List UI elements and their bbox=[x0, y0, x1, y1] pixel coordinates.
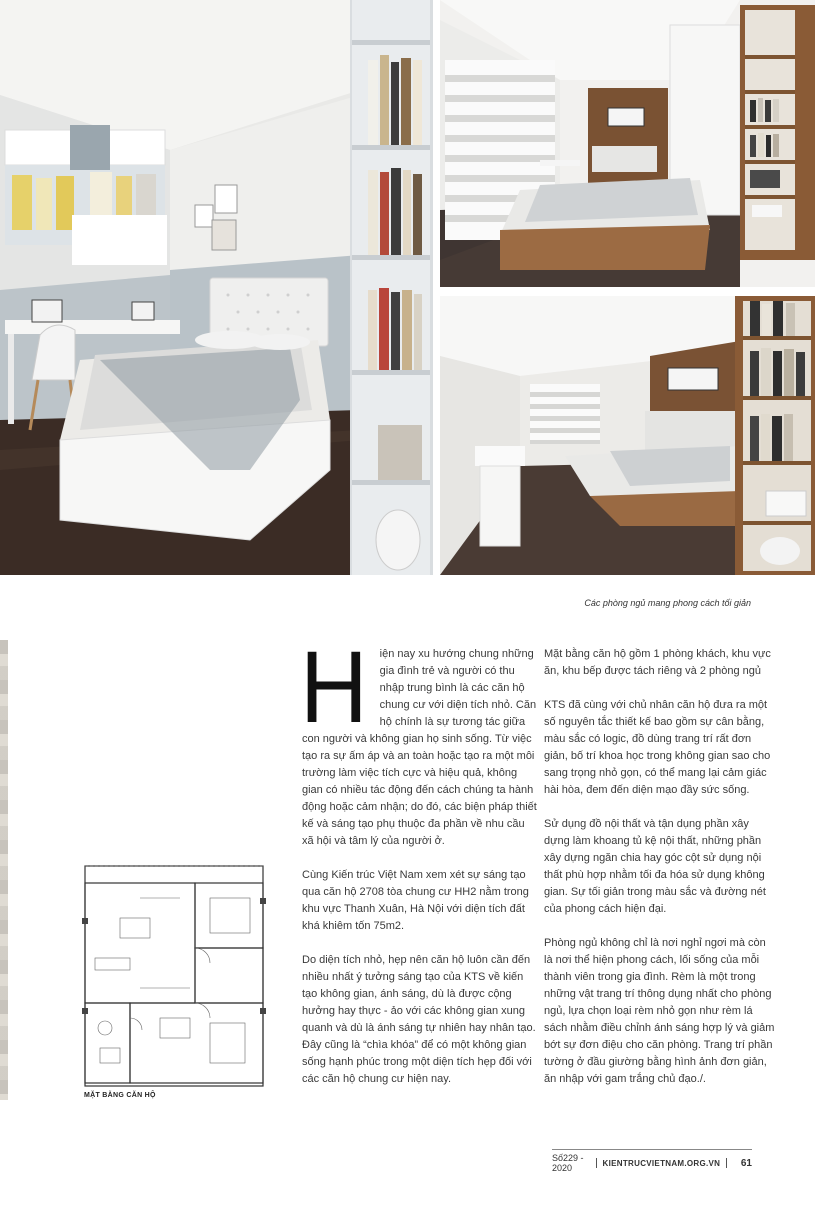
article-paragraph: Mặt bằng căn hộ gồm 1 phòng khách, khu vực ăn, khu bếp được tách riêng và 2 phòng ngủ bbox=[544, 648, 771, 677]
article-column-right bbox=[544, 646, 776, 1105]
bedroom-photo-top-right bbox=[440, 0, 815, 287]
page-number: 61 bbox=[740, 1157, 752, 1169]
adjacent-page-edge bbox=[0, 640, 8, 1100]
floor-plan-drawing bbox=[80, 858, 270, 1090]
drop-cap-letter: H bbox=[300, 630, 368, 744]
footer-divider bbox=[596, 1158, 597, 1168]
article-paragraph bbox=[300, 630, 538, 850]
bedroom-wood-wall-illustration bbox=[440, 0, 815, 287]
article-paragraph: Phòng ngủ không chỉ là nơi nghỉ ngơi mà còn là nơi thể hiện phong cách, lối sống của mỗi thành viên trong gia đình. Rèm là một trong những vật trang trí thông dụng nhất cho phòng ngủ, lựa chọn loại rèm nhỏ gọn như rèm lá sách nhằm điều chỉnh ánh sáng hợp lý và giảm bớt sự đơn điệu cho căn phòng. Trang trí phần tường ở đầu giường bằng hình ảnh đơn giản, ăn nhập với gam trắng chủ đạo./. bbox=[544, 937, 775, 1085]
article-paragraph: Sử dụng đồ nội thất và tận dụng phần xây dựng làm khoang tủ kệ nội thất, những phần xây dựng ngăn chia hay góc cột sử dụng nội thất phù hợp nhằm tối đa hóa sử dụng không gian. Sự tối giản trong màu sắc và đường nét của phong cách hiện đại. bbox=[544, 818, 766, 915]
paragraph-text: iện nay xu hướng chung những gia đình trẻ và người có thu nhập trung bình là các căn hộ chung cư với diện tích nhỏ. Căn hộ chính là sự tương tác giữa con người và không gian họ sinh sống. Từ việc tạo ra sự ấm áp và an toàn hoặc tạo ra một môi trường làm việc tích cực và hiệu quả, không gian có nhiều tác động đến cách chúng ta hành động hoặc cảm nhận; do đó, các biện pháp thiết kế và sáng tạo phụ thuộc đa phần về nhu cầu xã hội và tâm lý của người ở. bbox=[302, 648, 537, 847]
bedroom-photo-bottom-right bbox=[440, 296, 815, 575]
page-footer bbox=[552, 1149, 752, 1173]
article-column-left bbox=[300, 630, 538, 1105]
website-label: KIENTRUCVIETNAM.ORG.VN bbox=[602, 1158, 721, 1168]
footer-divider bbox=[726, 1158, 727, 1168]
article-paragraph: Cùng Kiến trúc Việt Nam xem xét sự sáng tạo qua căn hộ 2708 tòa chung cư HH2 nằm trong khu vực Thanh Xuân, Hà Nội với diện tích đất khá khiêm tốn 75m2. bbox=[302, 869, 529, 932]
bedroom-wood-headboard-illustration bbox=[440, 296, 815, 575]
issue-number: Số229 - 2020 bbox=[552, 1153, 584, 1173]
bedroom-white-bed-illustration bbox=[0, 0, 433, 575]
floor-plan-label: MẶT BẰNG CĂN HỘ bbox=[84, 1092, 156, 1099]
floor-plan-illustration bbox=[80, 858, 270, 1090]
article-paragraph: KTS đã cùng với chủ nhân căn hộ đưa ra một số nguyên tắc thiết kế bao gồm sự cân bằng, màu sắc có logic, đồ dùng trang trí rất đơn giản, bố trí khoa học trong không gian sao cho sang trọng nhỏ gọn, có thể mang lại cảm giác hài hòa, đem đến diện mạo đầy sức sống. bbox=[544, 699, 771, 796]
article-paragraph: Do diện tích nhỏ, hẹp nên căn hộ luôn cần đến nhiều nhất ý tưởng sáng tạo của KTS về kiến tạo không gian, ánh sáng, dù là được cộng hưởng hay thực - ảo với các không gian xung quanh và dù là ánh sáng tự nhiên hay nhân tạo. Đây cũng là “chìa khóa” để có một không gian sống hạnh phúc trong một diện tích hẹp đối với các căn hộ chung cư hiện nay. bbox=[302, 954, 536, 1085]
bedroom-photo-main bbox=[0, 0, 433, 575]
photo-caption: Các phòng ngủ mang phong cách tối giản bbox=[584, 598, 751, 608]
